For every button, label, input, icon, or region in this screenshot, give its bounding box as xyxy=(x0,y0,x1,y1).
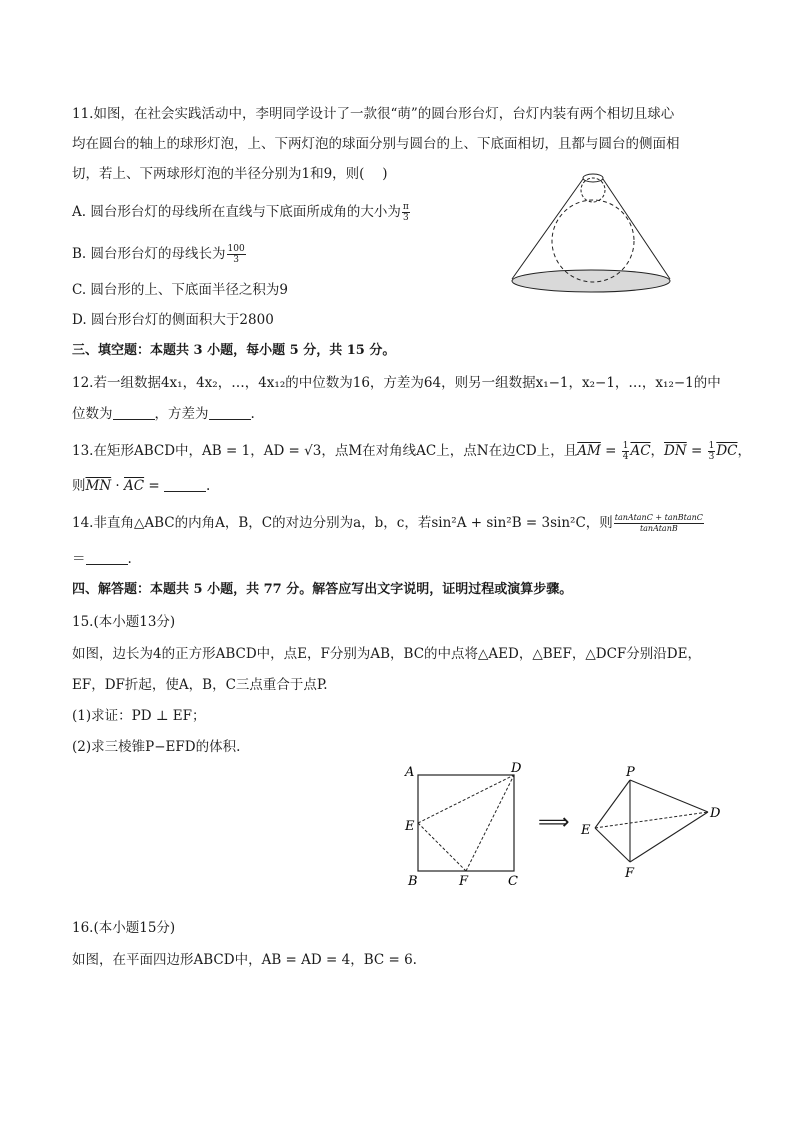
q13-period: . xyxy=(206,478,211,494)
q13-frac2-num: 1 xyxy=(708,441,715,451)
section-4-heading: 四、解答题：本题共 5 小题，共 77 分。解答应写出文字说明，证明过程或演算步骤。 xyxy=(72,582,573,597)
label-e: E xyxy=(405,819,415,834)
q13-frac1-den: 4 xyxy=(622,452,629,462)
q11-option-b-fraction xyxy=(227,244,246,265)
q13-end: ， xyxy=(737,443,751,459)
edge-fd xyxy=(630,812,708,862)
q13-eq1: = xyxy=(600,443,621,459)
q11-option-b-num: 100 xyxy=(227,244,245,254)
truncated-cone-figure xyxy=(505,170,677,298)
q16-heading: 16.(本小题15分) xyxy=(72,920,176,936)
square-abcd xyxy=(418,775,514,871)
q13-line-2 xyxy=(72,476,210,496)
q13-dot: · xyxy=(111,478,125,494)
q14-line-1 xyxy=(72,513,705,534)
q11-option-a-den: 3 xyxy=(402,213,409,223)
label-e-3d: E xyxy=(581,823,591,838)
q13-fraction-1 xyxy=(622,441,630,462)
q15-part-2: (2)求三棱锥P−EFD的体积. xyxy=(72,739,241,755)
edge-ed xyxy=(595,812,708,828)
q11-line-2: 均在圆台的轴上的球形灯泡，上、下两灯泡的球面分别与圆台的上、下底面相切，且都与圆台的侧面相 xyxy=(72,136,680,152)
q13-eq3: = xyxy=(144,478,165,494)
q14-frac-den: tanAtanB xyxy=(639,524,678,533)
q12-end: . xyxy=(250,406,255,422)
cone-left-generatrix xyxy=(512,179,583,279)
segment-ef xyxy=(418,823,466,871)
segment-fd xyxy=(466,775,514,871)
q12-variance-blank xyxy=(209,405,251,420)
q15-line-2: EF，DF折起，使A，B，C三点重合于点P. xyxy=(72,677,328,693)
q11-option-a xyxy=(72,202,411,223)
cone-right-generatrix xyxy=(603,179,670,279)
edge-pe xyxy=(595,780,630,828)
q15-line-1: 如图，边长为4的正方形ABCD中，点E，F分别为AB，BC的中点将△AED，△BEF，△DCF分别沿DE， xyxy=(72,646,701,662)
label-f-3d: F xyxy=(625,866,635,881)
q11-option-a-num: π xyxy=(402,202,409,212)
q16-line-1: 如图，在平面四边形ABCD中，AB = AD = 4，BC = 6. xyxy=(72,952,417,968)
q14-fraction xyxy=(614,513,704,534)
edge-ef xyxy=(595,828,630,862)
q14-frac-num: tanAtanC + tanBtanC xyxy=(614,513,703,522)
q11-option-b xyxy=(72,244,247,265)
q11-option-b-den: 3 xyxy=(233,255,239,265)
label-c: C xyxy=(508,874,518,889)
q11-option-c: C. 圆台形的上、下底面半径之积为9 xyxy=(72,282,289,298)
tetrahedron-figure xyxy=(578,760,728,885)
q12-median-label: 位数为 xyxy=(72,406,113,422)
q13-fraction-2 xyxy=(708,441,716,462)
segment-ed xyxy=(418,775,514,823)
q11-line-1: 11.如图，在社会实践活动中，李明同学设计了一款很“萌”的圆台形台灯，台灯内装有两个相切且球心 xyxy=(72,106,675,122)
q11-option-d: D. 圆台形台灯的侧面积大于2800 xyxy=(72,312,274,328)
square-figure xyxy=(400,760,535,892)
q13-vector-dn: $\overline{DN}$ xyxy=(664,443,687,459)
implies-arrow: ⟹ xyxy=(538,810,570,835)
edge-pd xyxy=(630,780,708,812)
label-f: F xyxy=(459,874,469,889)
q13-vector-am: $\overline{AM}$ xyxy=(577,443,601,459)
q13-sep: ， xyxy=(650,443,665,459)
q13-vector-ac-2: $\overline{AC}$ xyxy=(124,478,145,494)
q13-text: 13.在矩形ABCD中，AB = 1，AD = √3，点M在对角线AC上，点N在边CD上，且 xyxy=(72,443,578,459)
q11-option-b-text: B. 圆台形台灯的母线长为 xyxy=(72,246,226,262)
q14-period: . xyxy=(127,551,132,567)
q14-text: 14.非直角△ABC的内角A，B，C的对边分别为a，b，c，若sin²A + sin²B = 3sin²C，则 xyxy=(72,515,613,531)
q14-equals: ＝ xyxy=(72,551,86,567)
q13-answer-blank xyxy=(164,477,206,492)
q13-eq2: = xyxy=(686,443,707,459)
q14-answer-blank xyxy=(86,550,128,565)
q15-heading: 15.(本小题13分) xyxy=(72,614,176,630)
q13-vector-ac: $\overline{AC}$ xyxy=(630,443,651,459)
label-p: P xyxy=(626,765,635,780)
label-d: D xyxy=(511,761,522,776)
q13-vector-dc: $\overline{DC}$ xyxy=(716,443,738,459)
q13-frac2-den: 3 xyxy=(708,452,715,462)
q13-line2-prefix: 则 xyxy=(72,478,86,494)
q11-line-3: 切，若上、下两球形灯泡的半径分别为1和9，则( ) xyxy=(72,166,388,182)
section-3-heading: 三、填空题：本题共 3 小题，每小题 5 分，共 15 分。 xyxy=(72,343,396,358)
q12-variance-label: ，方差为 xyxy=(154,406,209,422)
q12-line-1: 12.若一组数据4x₁，4x₂，…，4x₁₂的中位数为16，方差为64，则另一组数据x₁−1，x₂−1，…，x₁₂−1的中 xyxy=(72,375,721,391)
q14-line-2 xyxy=(72,549,132,569)
q13-line-1 xyxy=(72,441,751,462)
label-a: A xyxy=(405,765,415,780)
q13-vector-mn: $\overline{MN}$ xyxy=(85,478,112,494)
cone-bottom-base xyxy=(512,270,670,292)
q11-option-a-fraction xyxy=(402,202,410,223)
q13-frac1-num: 1 xyxy=(622,441,629,451)
q11-option-a-text: A. 圆台形台灯的母线所在直线与下底面所成角的大小为 xyxy=(72,204,401,220)
q12-line-2 xyxy=(72,404,255,424)
q15-part-1: (1)求证：PD ⊥ EF； xyxy=(72,708,206,724)
label-d-3d: D xyxy=(710,806,721,821)
q12-median-blank xyxy=(113,405,155,420)
label-b: B xyxy=(408,874,418,889)
